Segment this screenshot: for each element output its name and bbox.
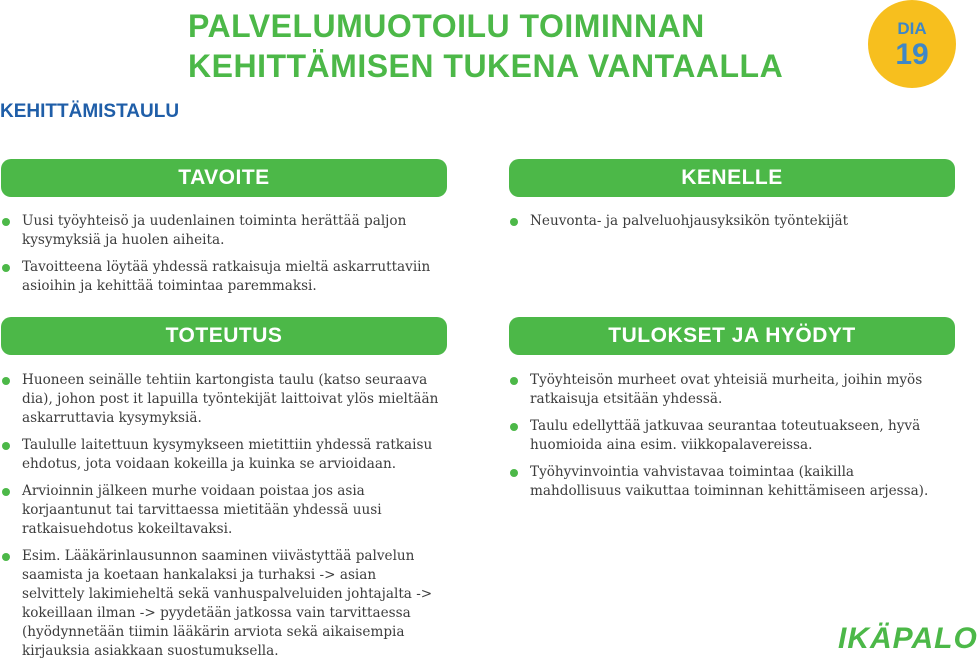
- toteutus-header: TOTEUTUS: [1, 317, 447, 355]
- page-title: [188, 6, 783, 86]
- list-item: Taululle laitettuun kysymykseen mietittiin yhdessä ratkaisu ehdotus, jota voidaan kokeilla ja kuinka se arvioidaan.: [0, 436, 440, 474]
- slide-number-badge: [868, 0, 956, 88]
- page-title-line-2: KEHITTÄMISEN TUKENA VANTAALLA: [188, 48, 784, 84]
- list-item: Esim. Lääkärinlausunnon saaminen viivästyttää palvelun saamista ja koetaan hankalaksi ja turhaksi -> asian selvittely lakimieheltä sekä vanhuspalveluiden johtajalta -> kokeillaan ilman -> pyydetään jatkossa vain tarvittaessa (hyödynnetään tiimin lääkärin arviota sekä aikaisempia kirjauksia asiakkaan suostumuksella.: [0, 547, 440, 661]
- page-subtitle: KEHITTÄMISTAULU: [0, 101, 180, 122]
- tulokset-list: [508, 371, 938, 509]
- list-item: Taulu edellyttää jatkuvaa seurantaa toteutuakseen, hyvä huomioida aina esim. viikkopalavereissa.: [508, 417, 938, 455]
- slide-badge-label: DIA: [897, 19, 927, 38]
- list-item: Työhyvinvointia vahvistavaa toimintaa (kaikilla mahdollisuus vaikuttaa toiminnan kehittämiseen arjessa).: [508, 463, 938, 501]
- list-item: Työyhteisön murheet ovat yhteisiä murheita, joihin myös ratkaisuja etsitään yhdessä.: [508, 371, 938, 409]
- kenelle-header: KENELLE: [509, 159, 955, 197]
- list-item: Uusi työyhteisö ja uudenlainen toiminta herättää paljon kysymyksiä ja huolen aiheita.: [0, 212, 440, 250]
- ikapalo-logo: IKÄPALO: [838, 622, 978, 655]
- list-item: Arvioinnin jälkeen murhe voidaan poistaa jos asia korjaantunut tai tarvittaessa mietitään yhdessä uusi ratkaisuehdotus kokeiltavaksi.: [0, 482, 440, 539]
- slide-badge-number: 19: [895, 38, 929, 71]
- toteutus-list: [0, 371, 440, 669]
- list-item: Tavoitteena löytää yhdessä ratkaisuja mieltä askarruttaviin asioihin ja kehittää toimintaa paremmaksi.: [0, 258, 440, 296]
- tavoite-list: [0, 212, 440, 304]
- tulokset-header: TULOKSET JA HYÖDYT: [509, 317, 955, 355]
- tavoite-header: TAVOITE: [1, 159, 447, 197]
- list-item: Neuvonta- ja palveluohjausyksikön työntekijät: [508, 212, 948, 231]
- list-item: Huoneen seinälle tehtiin kartongista taulu (katso seuraava dia), johon post it lapuilla työntekijät laittoivat ylös mieltään askarruttavia kysymyksiä.: [0, 371, 440, 428]
- page-title-line-1: PALVELUMUOTOILU TOIMINNAN: [188, 8, 705, 44]
- kenelle-list: [508, 212, 948, 239]
